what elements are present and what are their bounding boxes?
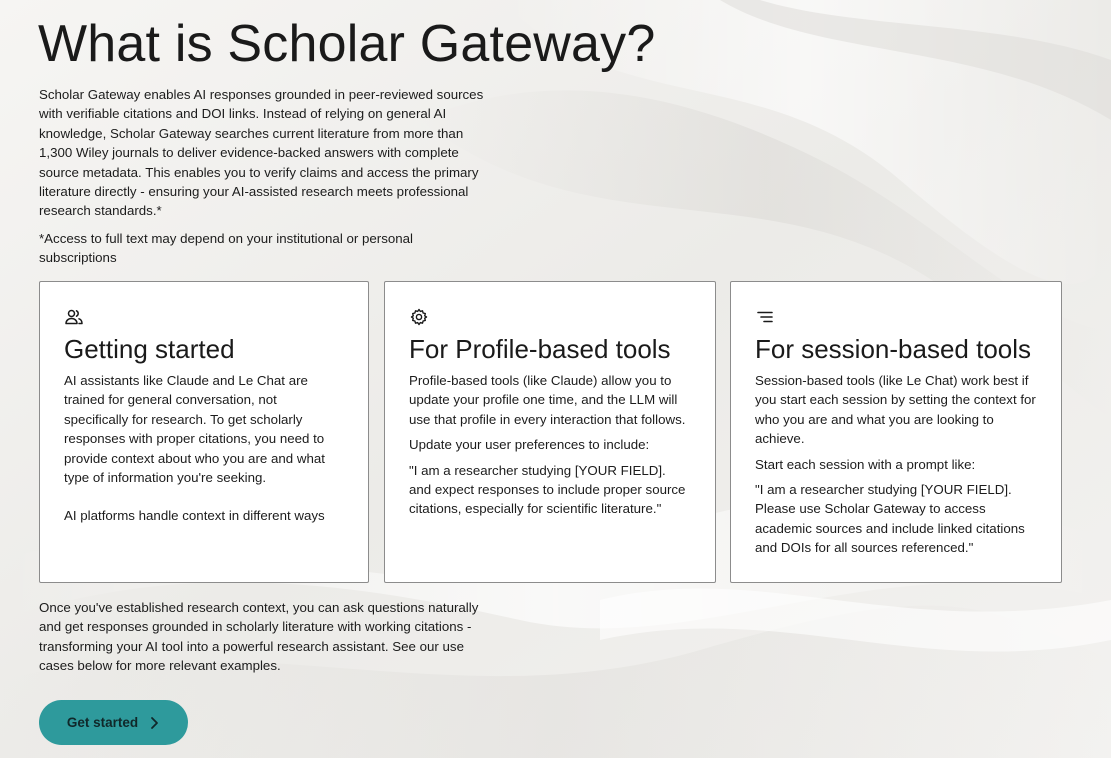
- card-quote: "I am a researcher studying [YOUR FIELD]. and expect responses to include proper source citations, especially for scientific literature.": [409, 462, 686, 517]
- card-title: Getting started: [64, 334, 235, 364]
- users-icon: [64, 307, 84, 327]
- card-title: For Profile-based tools: [409, 334, 671, 364]
- access-footnote: *Access to full text may depend on your institutional or personal subscriptions: [39, 231, 413, 266]
- outro-paragraph: Once you've established research context, you can ask questions naturally and get responses grounded in scholarly literature with working citations - transforming your AI tool into a powerful research assistant. See our use cases below for more relevant examples.: [39, 600, 479, 674]
- card-getting-started: [39, 281, 369, 583]
- card-profile-based-tools: [384, 281, 716, 583]
- gear-icon: [409, 307, 429, 327]
- card-instruction: Start each session with a prompt like:: [755, 456, 976, 472]
- get-started-button[interactable]: [39, 700, 188, 745]
- card-body: Session-based tools (like Le Chat) work best if you start each session by setting the context for who you are and what you are looking to achieve.: [755, 373, 1036, 447]
- card-title: For session-based tools: [755, 334, 1032, 364]
- get-started-label: Get started: [66, 715, 139, 730]
- card-body: AI assistants like Claude and Le Chat are trained for general conversation, not specifically for research. To get scholarly responses with proper citations, you need to provide context about who you are and what type of information you're seeking.: [64, 373, 325, 486]
- chevron-right-icon: [148, 716, 160, 730]
- card-instruction: Update your user preferences to include:: [409, 437, 650, 453]
- card-body: Profile-based tools (like Claude) allow you to update your profile one time, and the LLM will use that profile in every interaction that follows.: [409, 373, 686, 427]
- page-title: What is Scholar Gateway?: [38, 15, 656, 73]
- card-session-based-tools: [730, 281, 1062, 583]
- intro-paragraph: Scholar Gateway enables AI responses grounded in peer-reviewed sources with verifiable citations and DOI links. Instead of relying on general AI knowledge, Scholar Gateway searches current literature from more than 1,300 Wiley journals to deliver evidence-backed answers with complete source metadata. This enables you to verify claims and access the primary literature directly - ensuring your AI-assisted research meets professional research standards.*: [39, 87, 484, 219]
- card-quote: "I am a researcher studying [YOUR FIELD]. Please use Scholar Gateway to access academic sources and include linked citations and DOIs for all sources referenced.": [755, 482, 1025, 556]
- card-extra: AI platforms handle context in different ways: [64, 508, 325, 524]
- lines-icon: [755, 307, 775, 327]
